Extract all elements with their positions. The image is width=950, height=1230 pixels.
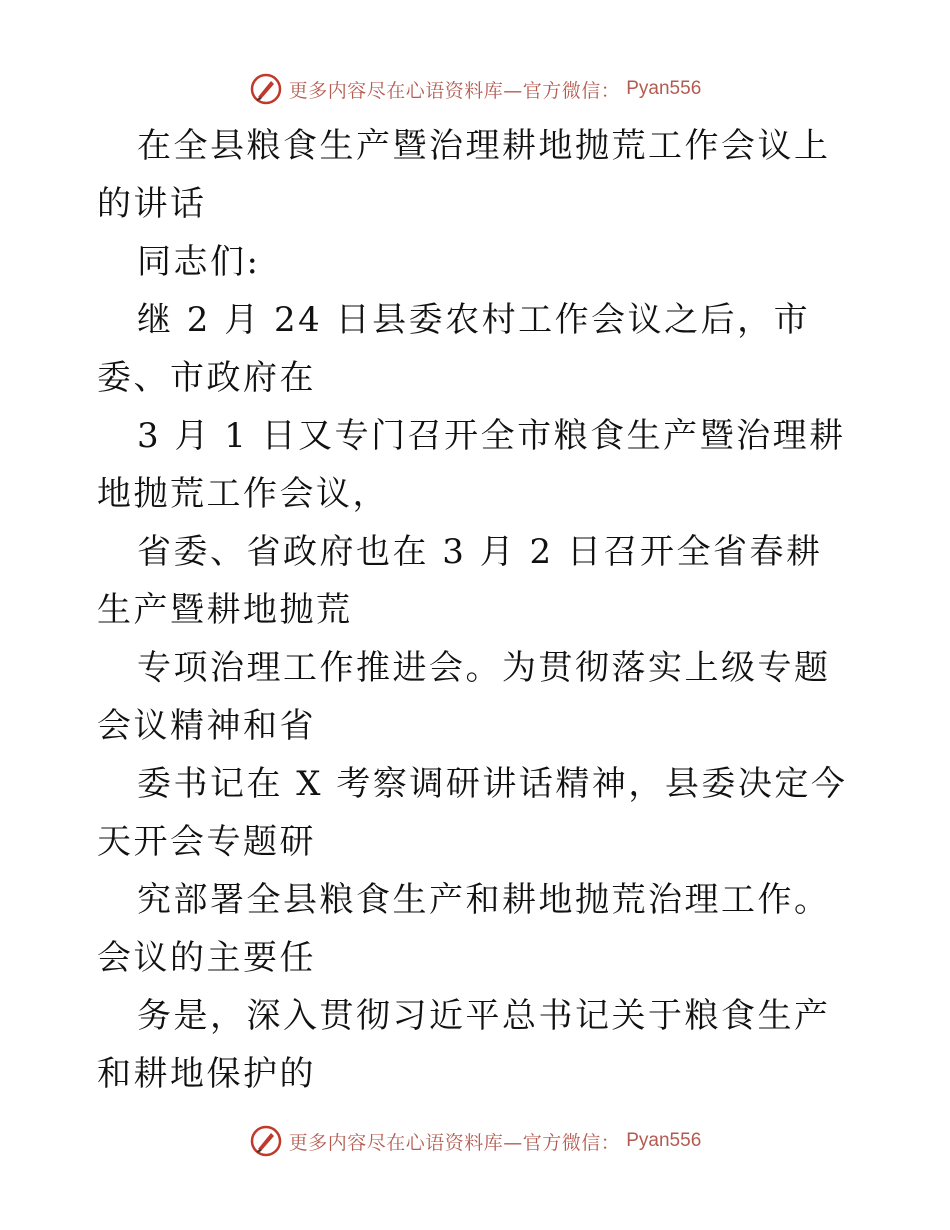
footer-watermark-banner — [0, 1124, 950, 1158]
document-title: 在全县粮食生产暨治理耕地抛荒工作会议上的讲话 — [97, 126, 831, 224]
paragraph-4: 专项治理工作推进会。为贯彻落实上级专题会议精神和省 — [97, 648, 831, 746]
paragraph-5: 委书记在 X 考察调研讲话精神，县委决定今天开会专题研 — [97, 764, 848, 862]
banner-text: 更多内容尽在心语资料库—官方微信： — [288, 1131, 621, 1154]
quill-pen-icon — [249, 1124, 283, 1158]
banner-handle: Pyan556 — [626, 1130, 702, 1151]
paragraph-7: 务是，深入贯彻习近平总书记关于粮食生产和耕地保护的 — [97, 996, 831, 1094]
document-body — [97, 117, 857, 1103]
paragraph-1: 继 2 月 24 日县委农村工作会议之后，市委、市政府在 — [97, 300, 811, 398]
quill-pen-icon — [249, 72, 283, 106]
banner-text: 更多内容尽在心语资料库—官方微信： — [288, 79, 621, 102]
banner-handle: Pyan556 — [626, 78, 702, 99]
paragraph-6: 究部署全县粮食生产和耕地抛荒治理工作。会议的主要任 — [97, 880, 831, 978]
header-watermark-banner — [0, 72, 950, 106]
salutation: 同志们: — [137, 242, 261, 282]
paragraph-2: 3 月 1 日又专门召开全市粮食生产暨治理耕地抛荒工作会议， — [97, 416, 846, 514]
paragraph-3: 省委、省政府也在 3 月 2 日召开全省春耕生产暨耕地抛荒 — [97, 532, 823, 630]
